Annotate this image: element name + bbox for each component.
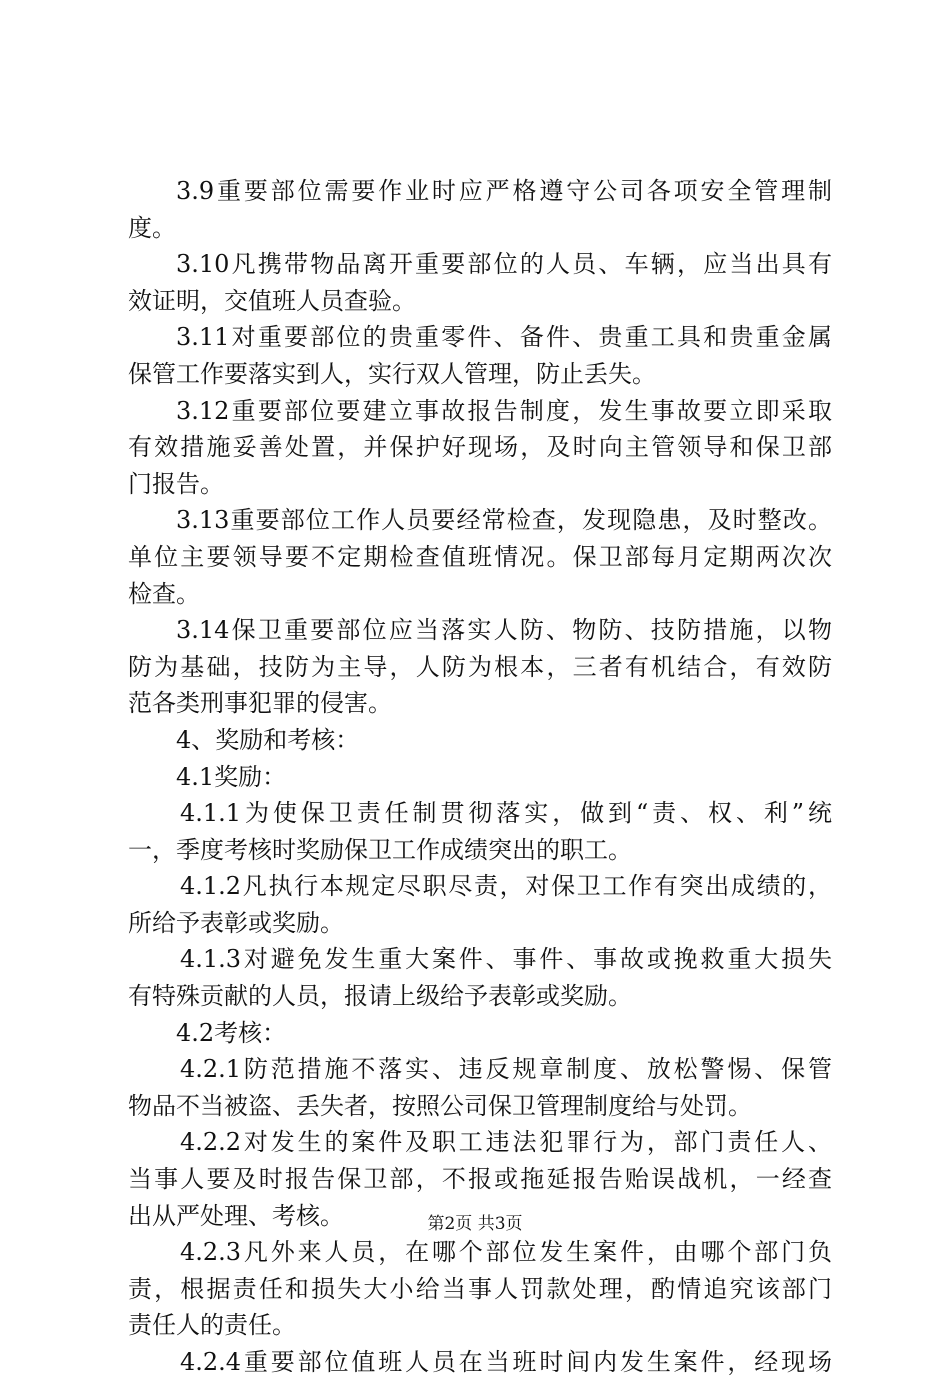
text-line: 4.2.2对发生的案件及职工违法犯罪行为，部门责任人、	[180, 1128, 832, 1157]
text-line: 责，根据责任和损失大小给当事人罚款处理，酌情追究该部门	[128, 1274, 832, 1303]
text-line: 一，季度考核时奖励保卫工作成绩突出的职工。	[128, 835, 632, 864]
text-line: 4.1.2凡执行本规定尽职尽责，对保卫工作有突出成绩的，	[180, 872, 832, 901]
text-line: 3.12重要部位要建立事故报告制度，发生事故要立即采取	[176, 396, 832, 425]
page-footer: 第2页 共3页	[427, 1214, 523, 1234]
text-line: 4.2.4重要部位值班人员在当班时间内发生案件，经现场	[180, 1348, 832, 1376]
text-line: 4.2.1防范措施不落实、违反规章制度、放松警惕、保管	[180, 1055, 832, 1084]
text-line: 责任人的责任。	[128, 1311, 296, 1340]
text-line: 物品不当被盗、丢失者，按照公司保卫管理制度给与处罚。	[128, 1091, 752, 1120]
text-line: 检查。	[128, 579, 200, 608]
text-line: 防为基础，技防为主导，人防为根本，三者有机结合，有效防	[128, 652, 832, 681]
text-line: 4.2考核：	[176, 1018, 287, 1047]
text-line: 4.1奖励：	[176, 762, 287, 791]
text-line: 单位主要领导要不定期检查值班情况。保卫部每月定期两次次	[128, 542, 832, 571]
text-line: 出从严处理、考核。	[128, 1201, 344, 1230]
text-line: 3.13重要部位工作人员要经常检查，发现隐患，及时整改。	[176, 506, 832, 535]
text-line: 3.14保卫重要部位应当落实人防、物防、技防措施，以物	[176, 616, 832, 645]
text-line: 有效措施妥善处置，并保护好现场，及时向主管领导和保卫部	[128, 433, 832, 462]
text-line: 3.9重要部位需要作业时应严格遵守公司各项安全管理制	[176, 177, 832, 205]
text-line: 4、奖励和考核：	[176, 725, 360, 754]
text-line: 效证明，交值班人员查验。	[128, 286, 416, 315]
text-line: 有特殊贡献的人员，报请上级给予表彰或奖励。	[128, 982, 632, 1011]
text-line: 4.1.1为使保卫责任制贯彻落实，做到“责、权、利”统	[180, 799, 832, 828]
text-line: 范各类刑事犯罪的侵害。	[128, 689, 392, 718]
text-line: 门报告。	[128, 469, 224, 498]
text-line: 所给予表彰或奖励。	[128, 908, 344, 937]
text-line: 保管工作要落实到人，实行双人管理，防止丢失。	[128, 359, 656, 388]
text-line: 4.1.3对避免发生重大案件、事件、事故或挽救重大损失	[180, 945, 832, 974]
text-line: 4.2.3凡外来人员，在哪个部位发生案件，由哪个部门负	[180, 1238, 832, 1267]
text-line: 当事人要及时报告保卫部，不报或拖延报告贻误战机，一经查	[128, 1165, 832, 1194]
text-line: 3.11对重要部位的贵重零件、备件、贵重工具和贵重金属	[176, 323, 832, 352]
document-body	[128, 173, 832, 1381]
text-line: 3.10凡携带物品离开重要部位的人员、车辆，应当出具有	[176, 250, 832, 279]
text-line: 度。	[128, 213, 176, 242]
